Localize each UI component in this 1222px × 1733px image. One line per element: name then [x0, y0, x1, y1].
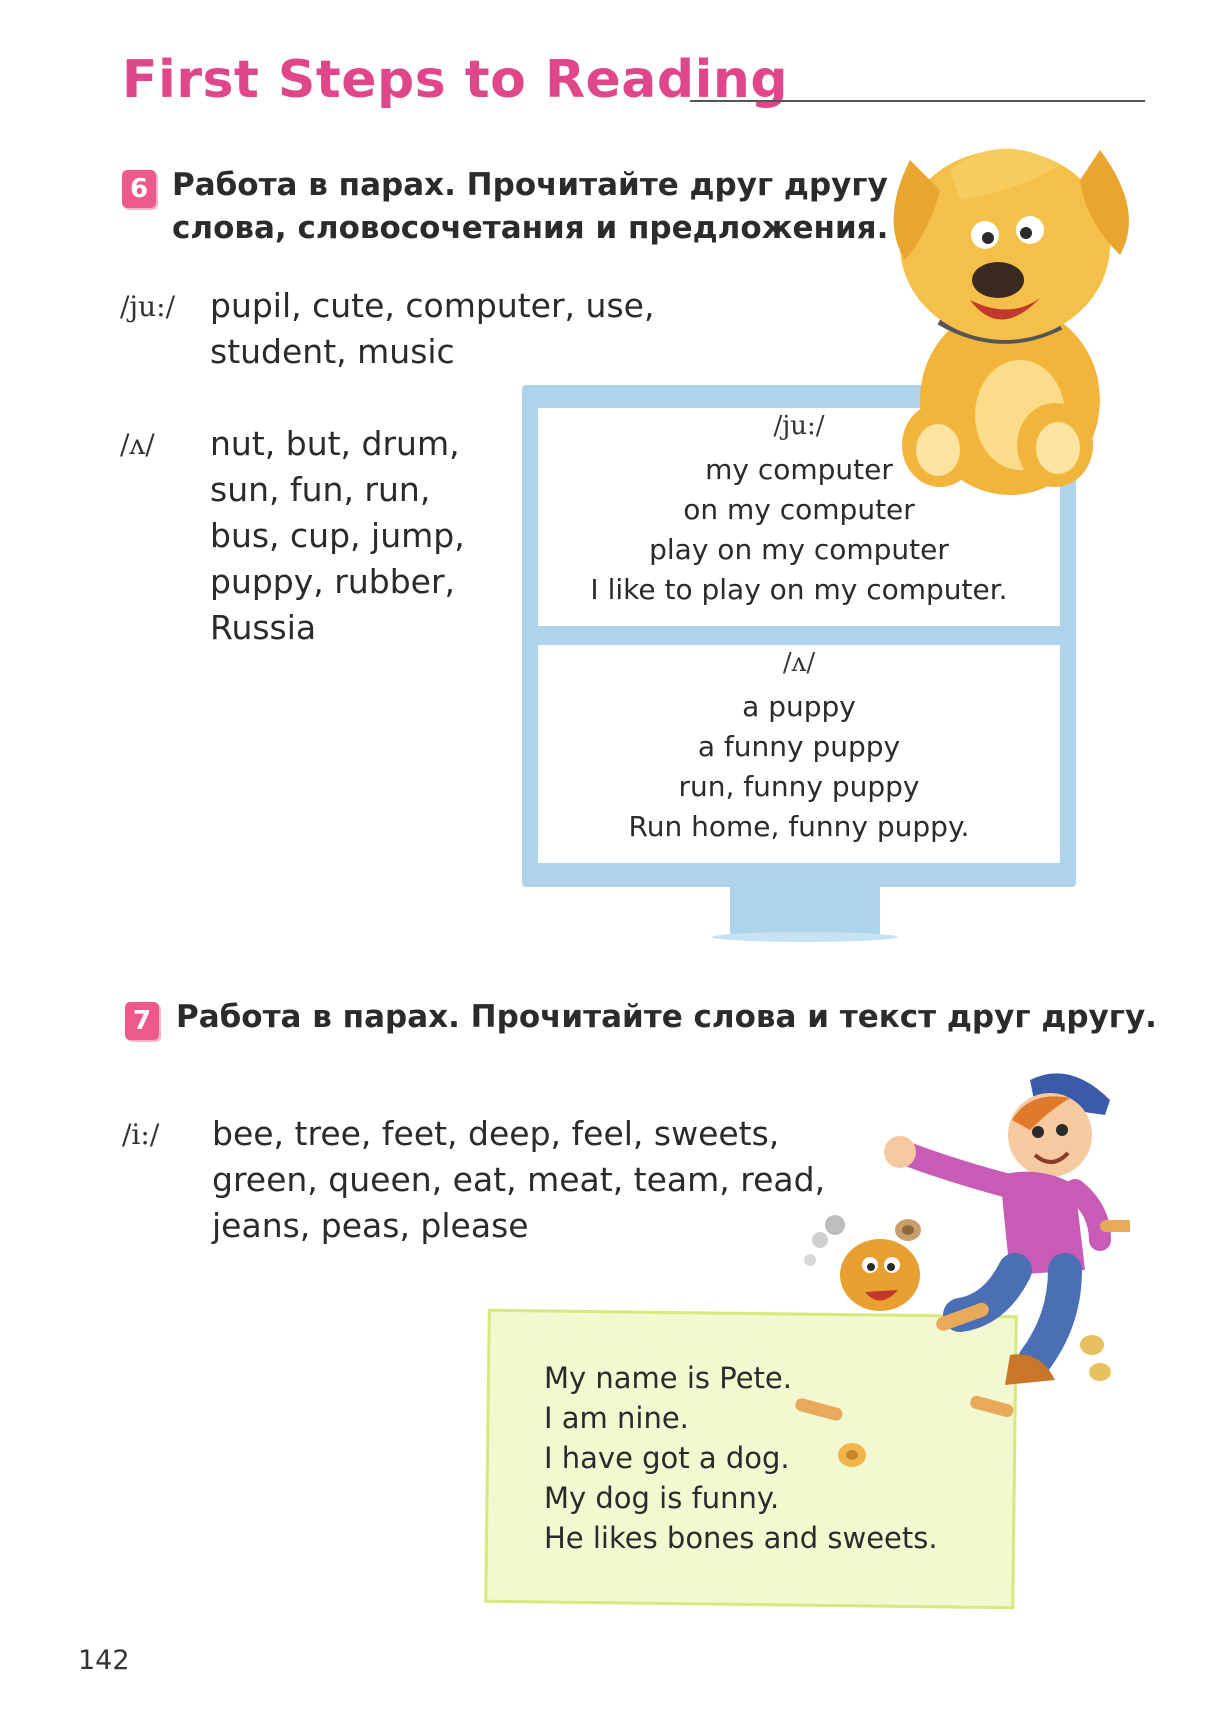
- monitor-stand: [730, 887, 880, 935]
- task-7-badge: 7: [125, 1002, 159, 1040]
- word-line: puppy, rubber,: [210, 562, 456, 601]
- bone-and-sweet-decoration: [790, 1395, 880, 1475]
- phoneme-uh-label: /ʌ/: [120, 428, 155, 461]
- panel-line: a funny puppy: [697, 730, 901, 763]
- page-title: First Steps to Reading: [122, 50, 789, 110]
- uh-word-list: [210, 421, 465, 651]
- word-line: jeans, peas, please: [212, 1206, 529, 1245]
- word-line: bus, cup, jump,: [210, 516, 465, 555]
- title-rule: [690, 100, 1145, 102]
- task-6-instruction-line-1: Работа в парах. Прочитайте друг другу: [172, 167, 888, 203]
- puppy-illustration: [880, 130, 1150, 510]
- reading-line: My dog is funny.: [544, 1481, 780, 1515]
- task-7-instruction: Работа в парах. Прочитайте слова и текст друг другу.: [176, 999, 1157, 1035]
- word-line: bee, tree, feet, deep, feel, sweets,: [212, 1114, 780, 1153]
- word-line: green, queen, eat, meat, team, read,: [212, 1160, 826, 1199]
- monitor-base: [712, 932, 898, 942]
- panel-line: I like to play on my computer.: [590, 573, 1008, 606]
- reading-line: He likes bones and sweets.: [544, 1521, 938, 1555]
- phoneme-ee-label: /i:/: [122, 1118, 160, 1151]
- reading-line: I am nine.: [544, 1401, 689, 1435]
- word-line: pupil, cute, computer, use,: [210, 286, 655, 325]
- ju-word-list: [210, 283, 654, 375]
- boy-running-with-dog-illustration: [800, 1060, 1130, 1420]
- panel-line: Run home, funny puppy.: [628, 810, 970, 843]
- word-line: sun, fun, run,: [210, 470, 431, 509]
- word-line: Russia: [210, 608, 317, 647]
- panel-phoneme-ju: /ju:/: [773, 411, 825, 441]
- monitor-panel-uh: [538, 645, 1060, 863]
- task-6-badge: 6: [122, 170, 156, 208]
- reading-line: My name is Pete.: [544, 1361, 792, 1395]
- word-line: student, music: [210, 332, 455, 371]
- task-6-instruction: [172, 164, 888, 250]
- panel-line: run, funny puppy: [678, 770, 920, 803]
- panel-line: on my computer: [683, 493, 915, 526]
- panel-phoneme-uh: /ʌ/: [782, 648, 816, 678]
- task-6-instruction-line-2: слова, словосочетания и предложения.: [172, 210, 889, 246]
- panel-line: my computer: [705, 453, 893, 486]
- reading-line: I have got a dog.: [544, 1441, 790, 1475]
- panel-line: a puppy: [742, 690, 856, 723]
- ee-word-list: [212, 1111, 825, 1249]
- panel-line: play on my computer: [649, 533, 949, 566]
- phoneme-ju-label: /ju:/: [120, 290, 176, 323]
- word-line: nut, but, drum,: [210, 424, 460, 463]
- page-number: 142: [78, 1645, 130, 1676]
